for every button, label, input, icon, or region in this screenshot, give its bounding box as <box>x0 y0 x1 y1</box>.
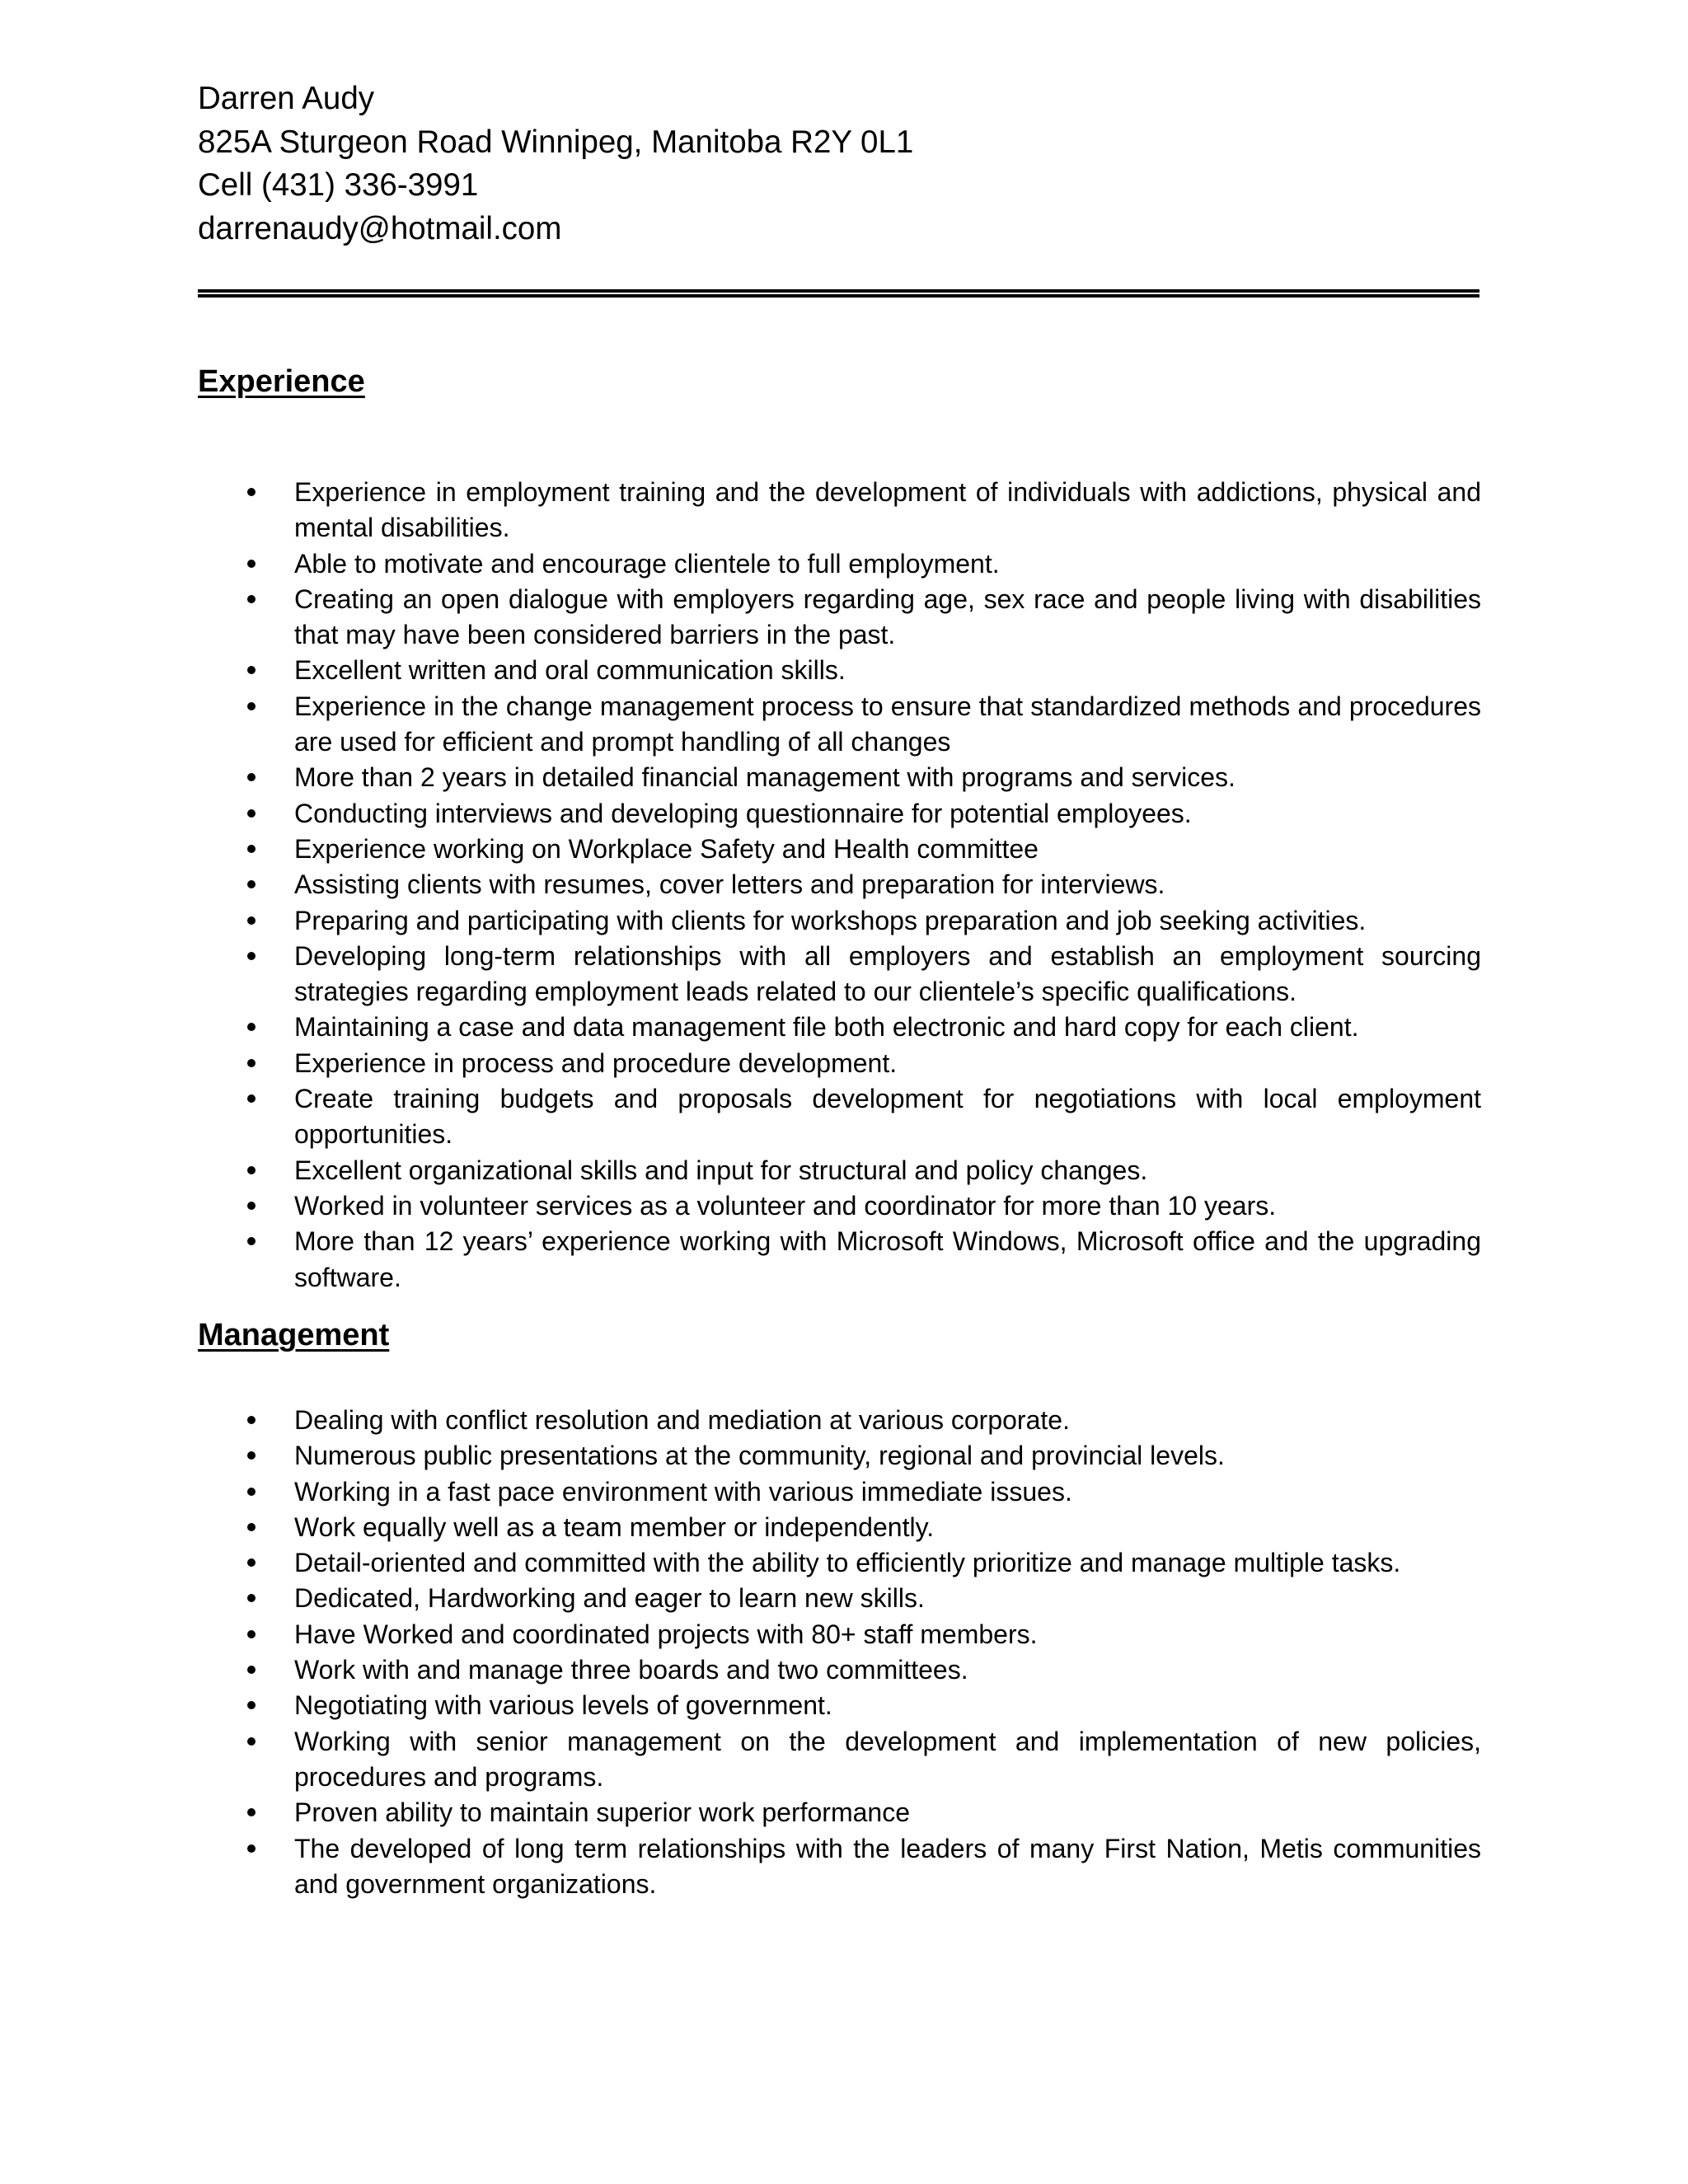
bullet-icon <box>247 560 256 568</box>
bullet-icon <box>247 1416 256 1424</box>
list-item <box>0 1153 1481 1188</box>
experience-heading: Experience <box>198 364 365 399</box>
list-item-text: Create training budgets and proposals development for negotiations with local employment opportunities. <box>294 1084 1481 1150</box>
list-item-text: Maintaining a case and data management file both electronic and hard copy for each client. <box>294 1012 1359 1043</box>
list-item <box>0 1795 1481 1830</box>
list-item-text: Creating an open dialogue with employers regarding age, sex race and people living with disabilities that may have been considered barriers in the past. <box>294 583 1481 650</box>
list-item-text: Experience working on Workplace Safety and Health committee <box>294 833 1039 864</box>
bullet-icon <box>247 1451 256 1460</box>
list-item <box>0 653 1481 688</box>
list-item <box>0 689 1481 761</box>
list-item-text: The developed of long term relationships with the leaders of many First Nation, Metis communities and government organizations. <box>294 1833 1481 1899</box>
list-item-text: Negotiating with various levels of government. <box>294 1690 832 1721</box>
list-item <box>0 1081 1481 1153</box>
list-item-text: Working with senior management on the development and implementation of new policies, procedures and programs. <box>294 1726 1481 1792</box>
bullet-icon <box>247 1701 256 1709</box>
list-item-text: Proven ability to maintain superior work performance <box>294 1797 910 1828</box>
list-item <box>0 1474 1481 1510</box>
list-item <box>0 832 1481 867</box>
list-item <box>0 796 1481 832</box>
bullet-icon <box>247 1737 256 1746</box>
mailing-address: 825A Sturgeon Road Winnipeg, Manitoba R2Y 0L1 <box>198 124 914 160</box>
list-item <box>0 1010 1481 1045</box>
bullet-icon <box>247 952 256 960</box>
list-item-text: Conducting interviews and developing questionnaire for potential employees. <box>294 798 1192 828</box>
list-item <box>0 1831 1481 1903</box>
list-item-text: Worked in volunteer services as a volunteer and coordinator for more than 10 years. <box>294 1190 1277 1221</box>
header-divider-top <box>198 289 1479 293</box>
bullet-icon <box>247 1059 256 1067</box>
list-item <box>0 1224 1481 1296</box>
bullet-icon <box>247 1844 256 1853</box>
list-item-text: Developing long-term relationships with all employers and establish an employment sourcing strategies regarding employment leads related to our clientele’s specific qualifications. <box>294 940 1481 1007</box>
list-item <box>0 546 1481 582</box>
list-item <box>0 1545 1481 1581</box>
bullet-icon <box>247 1094 256 1103</box>
list-item <box>0 1046 1481 1081</box>
bullet-icon <box>247 1488 256 1496</box>
list-item-text: Detail-oriented and committed with the ability to efficiently prioritize and manage multiple tasks. <box>294 1548 1401 1578</box>
bullet-icon <box>247 1558 256 1567</box>
email-address: darrenaudy@hotmail.com <box>198 210 562 246</box>
bullet-icon <box>247 809 256 818</box>
list-item <box>0 867 1481 902</box>
list-item <box>0 1510 1481 1545</box>
list-item <box>0 1188 1481 1224</box>
list-item-text: Excellent organizational skills and input for structural and policy changes. <box>294 1155 1148 1185</box>
list-item <box>0 939 1481 1010</box>
list-item <box>0 1688 1481 1723</box>
header-divider-bottom <box>198 294 1479 298</box>
bullet-icon <box>247 702 256 710</box>
bullet-icon <box>247 666 256 674</box>
list-item-text: Numerous public presentations at the community, regional and provincial levels. <box>294 1441 1225 1471</box>
list-item-text: More than 12 years’ experience working with Microsoft Windows, Microsoft office and the upgrading software. <box>294 1226 1481 1292</box>
list-item <box>0 1652 1481 1688</box>
bullet-icon <box>247 595 256 603</box>
list-item-text: Experience in employment training and the development of individuals with addictions, physical and mental disabilities. <box>294 477 1481 543</box>
bullet-icon <box>247 1237 256 1245</box>
list-item <box>0 1617 1481 1652</box>
bullet-icon <box>247 773 256 781</box>
phone-number: Cell (431) 336-3991 <box>198 167 479 203</box>
list-item-text: Experience in the change management process to ensure that standardized methods and procedures are used for efficient and prompt handling of all changes <box>294 691 1481 757</box>
list-item-text: Work with and manage three boards and two committees. <box>294 1655 968 1685</box>
bullet-icon <box>247 916 256 925</box>
applicant-name: Darren Audy <box>198 81 375 116</box>
bullet-icon <box>247 1594 256 1602</box>
list-item-text: More than 2 years in detailed financial management with programs and services. <box>294 762 1236 793</box>
list-item <box>0 1581 1481 1616</box>
list-item-text: Dealing with conflict resolution and mediation at various corporate. <box>294 1405 1070 1435</box>
list-item <box>0 1438 1481 1474</box>
management-heading: Management <box>198 1318 390 1352</box>
list-item <box>0 903 1481 939</box>
list-item-text: Working in a fast pace environment with various immediate issues. <box>294 1476 1072 1507</box>
list-item-text: Work equally well as a team member or independently. <box>294 1511 935 1542</box>
bullet-icon <box>247 488 256 496</box>
bullet-icon <box>247 1630 256 1638</box>
experience-list <box>0 475 1481 1296</box>
list-item <box>0 1724 1481 1796</box>
bullet-icon <box>247 845 256 853</box>
list-item-text: Assisting clients with resumes, cover letters and preparation for interviews. <box>294 869 1165 900</box>
bullet-icon <box>247 1666 256 1674</box>
contact-header <box>198 77 1484 251</box>
list-item-text: Dedicated, Hardworking and eager to learn new skills. <box>294 1583 925 1614</box>
management-list <box>0 1403 1481 1902</box>
list-item-text: Able to motivate and encourage clientele to full employment. <box>294 548 1000 579</box>
list-item <box>0 582 1481 654</box>
bullet-icon <box>247 1808 256 1816</box>
list-item <box>0 760 1481 795</box>
list-item <box>0 1403 1481 1438</box>
bullet-icon <box>247 1523 256 1531</box>
list-item-text: Excellent written and oral communication skills. <box>294 655 846 686</box>
list-item <box>0 475 1481 546</box>
bullet-icon <box>247 1202 256 1210</box>
bullet-icon <box>247 1166 256 1174</box>
bullet-icon <box>247 1023 256 1031</box>
list-item-text: Have Worked and coordinated projects with 80+ staff members. <box>294 1619 1038 1649</box>
list-item-text: Preparing and participating with clients for workshops preparation and job seeking activities. <box>294 905 1367 935</box>
list-item-text: Experience in process and procedure development. <box>294 1047 898 1078</box>
bullet-icon <box>247 880 256 888</box>
